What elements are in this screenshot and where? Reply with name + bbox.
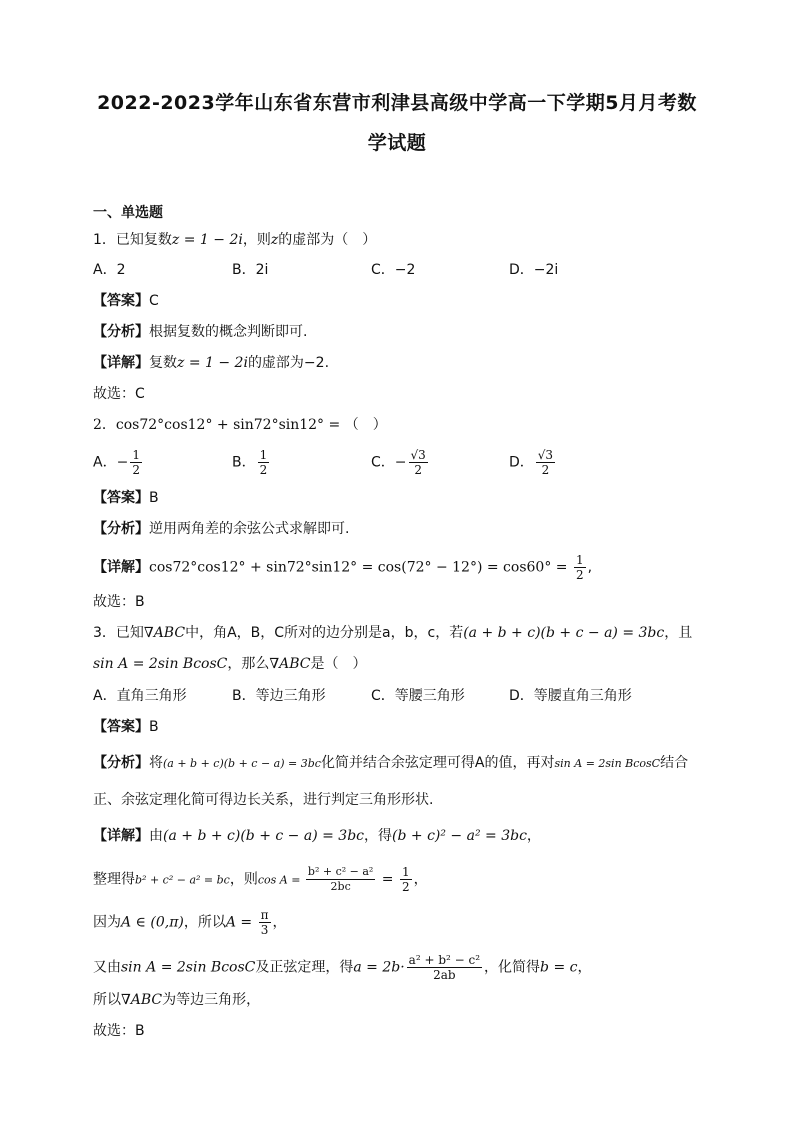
- q3-stem-math: (a + b + c)(b + c − a) = 3bc: [463, 625, 665, 641]
- q2-detail-end: ,: [587, 559, 593, 576]
- q2-analysis: [93, 519, 349, 539]
- answer-label: 【答案】: [93, 293, 149, 309]
- q2-option-c-den: 2: [414, 463, 422, 477]
- q3-d1-math2: (b + c)² − a² = 3bc: [392, 828, 527, 844]
- answer-label: 【答案】: [93, 719, 149, 735]
- q3-analysis-math1: (a + b + c)(b + c − a) = 3bc: [163, 757, 321, 770]
- q1-answer: [93, 291, 159, 311]
- q2-option-c-num: √3: [410, 448, 426, 462]
- q2-option-c: [371, 448, 430, 477]
- q3-d3-pre: 因为: [93, 914, 121, 931]
- q2-option-d: [509, 448, 557, 477]
- choose-label: 故选：: [93, 386, 135, 402]
- q3-d2-mid: ，则: [229, 871, 258, 888]
- q3-stem2-mid: ，那么: [227, 656, 270, 672]
- analysis-label: 【分析】: [93, 324, 149, 340]
- q3-stem-end: ，且: [664, 625, 693, 641]
- q2-option-c-sign: −: [394, 454, 407, 471]
- q3-choose-value: B: [135, 1023, 145, 1039]
- q1-stem-var: z: [270, 232, 279, 248]
- q3-choose: [93, 1021, 145, 1041]
- q2-option-d-num: √3: [537, 448, 554, 462]
- q3-d1-pre: 由: [149, 828, 163, 844]
- q2-option-a-den: 2: [132, 463, 140, 477]
- q3-option-a: A．直角三角形: [93, 688, 187, 704]
- q3-d5-pre: 所以: [93, 992, 121, 1008]
- q3-answer: [93, 717, 159, 737]
- q3-stem-pre: 3．已知: [93, 625, 144, 641]
- detail-label: 【详解】: [93, 828, 149, 844]
- q3-d2-pre: 整理得: [93, 871, 135, 888]
- q3-d2-result-fraction: [400, 865, 412, 894]
- q2-option-a-label: A．: [93, 454, 117, 471]
- analysis-label: 【分析】: [93, 755, 149, 771]
- q3-analysis-math2: sin A = 2sin BcosC: [554, 757, 661, 770]
- q1-stem-math: z = 1 − 2i: [171, 232, 243, 248]
- q2-option-a-num: 1: [132, 448, 140, 462]
- q3-detail-line4: [93, 953, 591, 982]
- q3-d4-fraction: [407, 953, 482, 982]
- choose-label: 故选：: [93, 594, 135, 610]
- q2-option-b-fraction: [258, 448, 270, 477]
- q2-detail-math: cos72°cos12° + sin72°sin12° = cos(72° − 12°) = cos60° =: [149, 559, 572, 576]
- choose-label: 故选：: [93, 1023, 135, 1039]
- q3-d4-post: ，化简得: [484, 959, 541, 976]
- q3-d3-math: A ∈ (0,π): [121, 914, 184, 931]
- q1-stem-text: 1．已知复数: [93, 232, 172, 248]
- detail-label: 【详解】: [93, 355, 149, 371]
- q1-stem-post: 的虚部为（ ）: [278, 232, 377, 248]
- q2-detail-fraction: [574, 553, 586, 582]
- q3-option-c: C．等腰三角形: [371, 688, 465, 704]
- q2-analysis-text: 逆用两角差的余弦公式求解即可.: [149, 521, 350, 537]
- q2-choose-value: B: [135, 594, 145, 610]
- q3-d4-result: b = c: [540, 959, 578, 976]
- paper-title-line2: 学试题: [367, 132, 427, 154]
- q3-d3-fraction: [259, 908, 271, 937]
- q2-stem: 2．cos72°cos12° + sin72°sin12° = （ ）: [93, 417, 387, 433]
- q1-option-b: B．2i: [232, 262, 269, 278]
- q2-detail-num: 1: [575, 553, 584, 567]
- q1-option-a: A．2: [93, 262, 126, 278]
- q3-d2-num: b² + c² − a²: [307, 865, 374, 878]
- q2-option-b-den: 2: [259, 463, 268, 477]
- q3-d3-num: π: [260, 908, 269, 922]
- q2-option-c-fraction: [409, 448, 428, 477]
- q3-detail-line1: [93, 826, 541, 846]
- q2-option-c-label: C．: [371, 454, 395, 471]
- q3-d4-mid: 及正弦定理，得: [255, 959, 354, 976]
- q1-choose-value: C: [135, 386, 145, 402]
- analysis-label: 【分析】: [93, 521, 149, 537]
- q3-d2-rnum: 1: [401, 865, 410, 879]
- q3-stem-line1: [93, 623, 692, 643]
- q1-answer-value: C: [149, 293, 159, 309]
- q1-choose: [93, 384, 145, 404]
- q3-stem-text: 中，角A，B，C所对的边分别是a，b，c，若: [185, 625, 464, 641]
- q1-analysis-text: 根据复数的概念判断即可.: [149, 324, 308, 340]
- q3-d4-eq: a = 2b·: [353, 959, 405, 976]
- q3-d3-mid: ，所以: [183, 914, 226, 931]
- section-heading: 一、单选题: [93, 205, 163, 221]
- q1-stem-mid: ，则: [242, 232, 271, 248]
- q3-d3-a: A =: [225, 914, 257, 931]
- q2-answer: [93, 488, 159, 508]
- q3-d4-pre: 又由: [93, 959, 121, 976]
- q1-detail-pre: 复数: [149, 355, 177, 371]
- q2-option-a-sign: −: [116, 454, 129, 471]
- q3-answer-value: B: [149, 719, 159, 735]
- q3-d2-fraction: [306, 865, 375, 894]
- q1-option-c: C．−2: [371, 262, 416, 278]
- q2-option-b: [232, 448, 271, 477]
- q3-d2-den: 2bc: [330, 880, 351, 893]
- q3-d1-mid: ，得: [364, 828, 393, 844]
- q2-choose: [93, 592, 145, 612]
- q2-answer-value: B: [149, 490, 159, 506]
- q3-d4-den: 2ab: [433, 968, 456, 982]
- q3-d4-end: ，: [577, 959, 592, 976]
- q3-triangle-symbol: ∇ABC: [143, 625, 186, 641]
- q3-detail-line5: [93, 990, 260, 1010]
- q3-stem2-end: 是（ ）: [310, 656, 367, 672]
- q3-d2-rden: 2: [401, 880, 410, 894]
- q3-analysis-line2: 正、余弦定理化简可得边长关系，进行判定三角形形状.: [93, 792, 434, 808]
- q3-d1-math1: (a + b + c)(b + c − a) = 3bc: [163, 828, 365, 844]
- q3-d2-math: b² + c² − a² = bc: [135, 873, 230, 887]
- q3-option-b: B．等边三角形: [232, 688, 326, 704]
- q2-option-d-fraction: [536, 448, 555, 477]
- q3-d2-eq: =: [377, 871, 398, 888]
- q3-d1-end: ，: [526, 828, 541, 844]
- q3-option-d: D．等腰直角三角形: [509, 688, 632, 704]
- answer-label: 【答案】: [93, 490, 149, 506]
- q3-analysis-post: 结合: [660, 755, 689, 771]
- q2-option-a-fraction: [130, 448, 142, 477]
- q3-triangle-symbol: ∇ABC: [269, 656, 311, 672]
- q3-triangle-symbol: ∇ABC: [121, 992, 163, 1008]
- q1-option-d: D．−2i: [509, 262, 559, 278]
- paper-title-line1: 2022-2023学年山东省东营市利津县高级中学高一下学期5月月考数: [97, 92, 697, 114]
- q2-detail: [93, 553, 592, 582]
- q2-detail-den: 2: [575, 568, 584, 582]
- q3-d2-cos: cos A =: [257, 873, 304, 887]
- q3-d3-end: ，: [272, 914, 287, 931]
- q3-stem-line2: [93, 654, 367, 674]
- q3-analysis-pre: 将: [149, 755, 163, 771]
- q3-d4-num: a² + b² − c²: [408, 953, 481, 967]
- q3-detail-line3: [93, 908, 287, 937]
- q1-detail: [93, 353, 329, 373]
- q3-analysis-line1: [93, 753, 688, 774]
- q1-analysis: [93, 322, 307, 342]
- q3-stem2-math: sin A = 2sin BcosC: [93, 656, 228, 672]
- q2-option-d-den: 2: [541, 463, 550, 477]
- q2-option-b-num: 1: [259, 448, 268, 462]
- q3-detail-line2: [93, 865, 428, 894]
- q3-d4-math: sin A = 2sin BcosC: [121, 959, 256, 976]
- q2-option-d-label: D．: [509, 454, 534, 471]
- q1-stem: [93, 230, 376, 250]
- q1-detail-post: 的虚部为−2.: [247, 355, 330, 371]
- detail-label: 【详解】: [93, 559, 149, 576]
- q3-analysis-mid: 化简并结合余弦定理可得A的值，再对: [320, 755, 555, 771]
- q3-d5-post: 为等边三角形，: [162, 992, 261, 1008]
- q2-option-a: [93, 448, 144, 477]
- q3-d2-end: ，: [413, 871, 428, 888]
- q2-option-b-label: B．: [232, 454, 256, 471]
- q1-detail-math: z = 1 − 2i: [177, 355, 248, 371]
- q3-d3-den: 3: [260, 923, 269, 937]
